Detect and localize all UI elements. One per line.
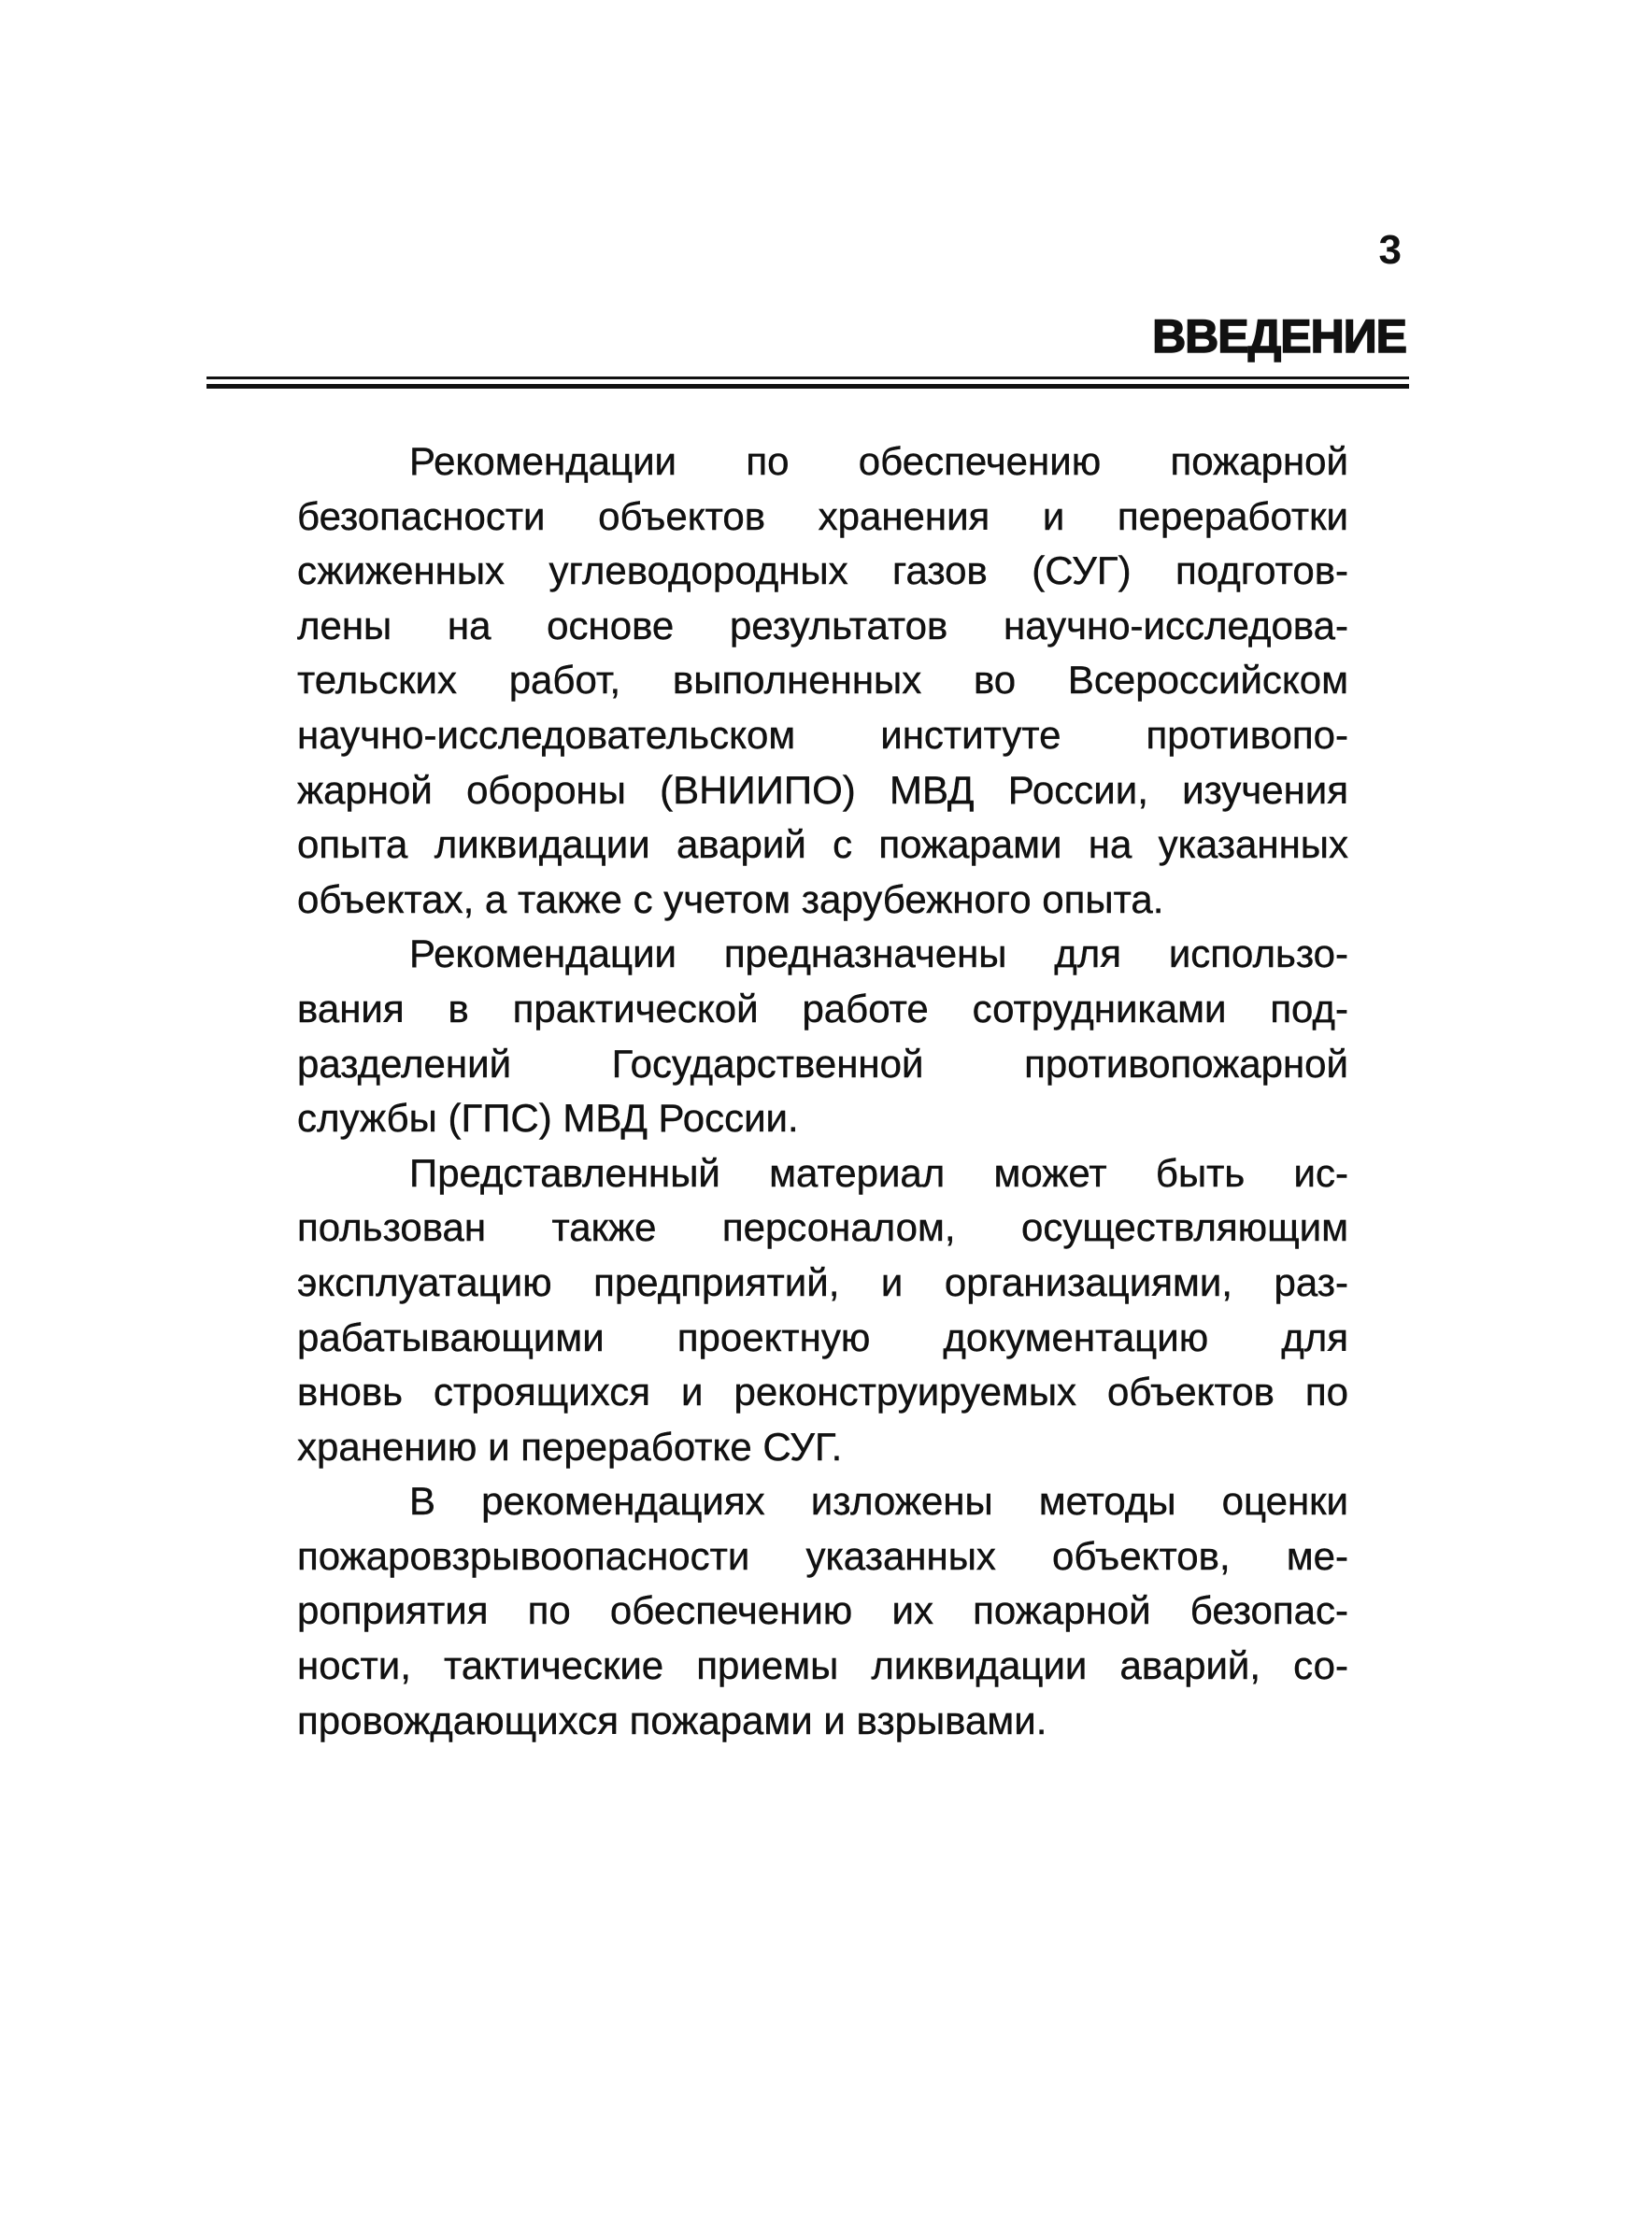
paragraph-line: безопасности объектов хранения и переработки: [297, 493, 1348, 538]
paragraph-line: лены на основе результатов научно-исследова-: [297, 603, 1348, 647]
section-heading: ВВЕДЕНИЕ: [1152, 310, 1406, 362]
paragraph: [297, 927, 1348, 1145]
paragraph-line: Рекомендации предназначены для использо-: [409, 931, 1348, 976]
paragraph-line: роприятия по обеспечению их пожарной безопас-: [297, 1588, 1348, 1633]
text-body: [297, 434, 1348, 1748]
paragraph-line: научно-исследовательском институте противопо-: [297, 712, 1348, 757]
paragraph-line: сжиженных углеводородных газов (СУГ) подготов-: [297, 548, 1348, 593]
paragraph-line: тельских работ, выполненных во Всероссийском: [297, 658, 1348, 703]
paragraph-line: опыта ликвидации аварий с пожарами на указанных: [297, 822, 1348, 867]
page-number: 3: [1378, 227, 1402, 273]
paragraph: [297, 1474, 1348, 1748]
paragraph-line: ности, тактические приемы ликвидации аварий, со-: [297, 1643, 1348, 1688]
paragraph-line: жарной обороны (ВНИИПО) МВД России, изучения: [297, 767, 1348, 812]
paragraph-line: вания в практической работе сотрудниками под-: [297, 986, 1348, 1030]
paragraph-line: объектах, а также с учетом зарубежного опыта.: [297, 876, 1164, 921]
paragraph-line: службы (ГПС) МВД России.: [297, 1096, 799, 1141]
paragraph-line: Представленный материал может быть ис-: [409, 1150, 1348, 1195]
paragraph-line: В рекомендациях изложены методы оценки: [409, 1479, 1348, 1524]
paragraph-line: провождающихся пожарами и взрывами.: [297, 1698, 1047, 1742]
paragraph-line: пользован также персоналом, осуществляющим: [297, 1205, 1348, 1250]
paragraph-line: рабатывающими проектную документацию для: [297, 1314, 1348, 1359]
paragraph-line: эксплуатацию предприятий, и организациями, раз-: [297, 1259, 1348, 1304]
heading-rule: [206, 377, 1409, 389]
paragraph: [297, 1146, 1348, 1475]
paragraph: [297, 434, 1348, 927]
paragraph-line: разделений Государственной противопожарной: [297, 1041, 1348, 1086]
paragraph-line: пожаровзрывоопасности указанных объектов, ме-: [297, 1533, 1348, 1578]
paragraph-line: Рекомендации по обеспечению пожарной: [409, 439, 1348, 483]
paragraph-line: вновь строящихся и реконструируемых объектов по: [297, 1370, 1348, 1414]
paragraph-line: хранению и переработке СУГ.: [297, 1424, 843, 1469]
